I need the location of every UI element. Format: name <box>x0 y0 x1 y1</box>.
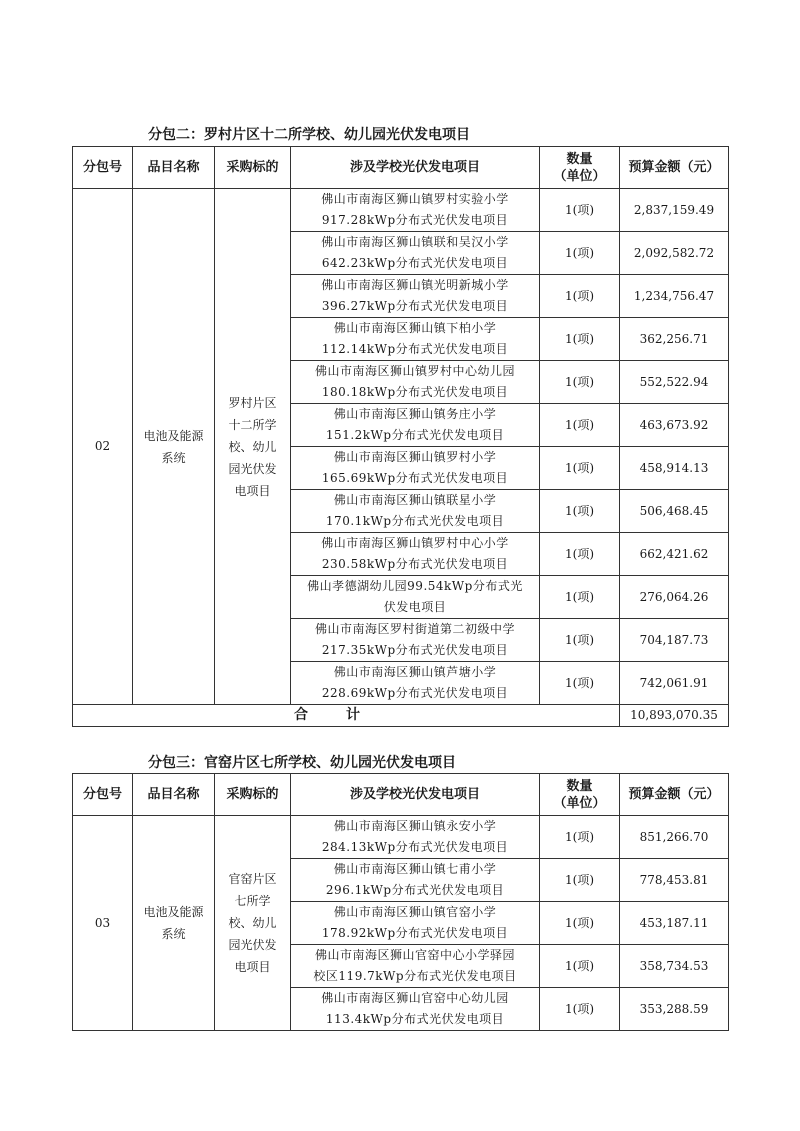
project-name-line2: 228.69kWp分布式光伏发电项目 <box>321 686 509 700</box>
project-name <box>291 232 540 275</box>
project-name-line2: 642.23kWp分布式光伏发电项目 <box>321 256 509 270</box>
project-name <box>291 902 540 945</box>
project-name-line2: 178.92kWp分布式光伏发电项目 <box>321 926 509 940</box>
table-row <box>73 816 729 859</box>
header-item-name: 品目名称 <box>133 147 215 189</box>
quantity: 1(项) <box>540 361 620 404</box>
project-name <box>291 490 540 533</box>
project-name-line1: 佛山市南海区狮山镇罗村实验小学 <box>321 192 509 206</box>
quantity: 1(项) <box>540 232 620 275</box>
project-name <box>291 361 540 404</box>
header-project: 涉及学校光伏发电项目 <box>291 774 540 816</box>
budget-amount: 276,064.26 <box>620 576 729 619</box>
quantity: 1(项) <box>540 988 620 1031</box>
project-name <box>291 404 540 447</box>
project-name-line2: 230.58kWp分布式光伏发电项目 <box>321 557 509 571</box>
header-budget: 预算金额（元） <box>620 147 729 189</box>
project-name-line1: 佛山孝德湖幼儿园99.54kWp分布式光 <box>307 579 523 593</box>
procurement-target-line: 罗村片区 <box>228 395 277 410</box>
procurement-target <box>215 189 291 705</box>
project-name-line1: 佛山市南海区狮山镇罗村中心幼儿园 <box>314 364 515 378</box>
total-label: 合计 <box>73 705 620 727</box>
header-quantity-line2: （单位） <box>553 168 606 184</box>
budget-amount: 2,837,159.49 <box>620 189 729 232</box>
item-name <box>133 189 215 705</box>
project-name-line1: 佛山市南海区罗村街道第二初级中学 <box>314 622 515 636</box>
project-name-line2: 217.35kWp分布式光伏发电项目 <box>321 643 509 657</box>
procurement-target-line: 电项目 <box>234 960 271 974</box>
header-quantity-line1: 数量 <box>566 778 593 794</box>
quantity: 1(项) <box>540 902 620 945</box>
project-name-line1: 佛山市南海区狮山镇七甫小学 <box>333 862 497 876</box>
item-name-line: 电池及能源 <box>143 428 204 443</box>
project-name-line1: 佛山市南海区狮山镇芦塘小学 <box>333 665 497 679</box>
project-name-line2: 296.1kWp分布式光伏发电项目 <box>325 883 505 897</box>
project-name-line1: 佛山市南海区狮山镇务庄小学 <box>333 407 497 421</box>
quantity: 1(项) <box>540 662 620 705</box>
header-quantity-line1: 数量 <box>566 151 593 167</box>
budget-amount: 353,288.59 <box>620 988 729 1031</box>
project-name-line1: 佛山市南海区狮山镇罗村中心小学 <box>321 536 509 550</box>
project-name-line1: 佛山市南海区狮山镇联和吴汉小学 <box>321 235 509 249</box>
quantity: 1(项) <box>540 189 620 232</box>
procurement-target-line: 十二所学 <box>228 417 277 432</box>
procurement-target-line: 园光伏发 <box>228 938 277 952</box>
item-name-line: 系统 <box>161 450 186 465</box>
quantity: 1(项) <box>540 404 620 447</box>
package2-title: 分包二：罗村片区十二所学校、幼儿园光伏发电项目 <box>148 127 470 143</box>
project-name-line2: 伏发电项目 <box>383 600 447 614</box>
project-name <box>291 662 540 705</box>
header-project: 涉及学校光伏发电项目 <box>291 147 540 189</box>
procurement-target-line: 官窑片区 <box>228 872 277 886</box>
procurement-target <box>215 816 291 1031</box>
project-name-line1: 佛山市南海区狮山镇永安小学 <box>333 819 497 833</box>
budget-amount: 458,914.13 <box>620 447 729 490</box>
procurement-target-line: 校、幼儿 <box>228 439 277 454</box>
header-quantity <box>540 147 620 189</box>
project-name-line2: 170.1kWp分布式光伏发电项目 <box>325 514 505 528</box>
project-name-line1: 佛山市南海区狮山镇官窑小学 <box>333 905 497 919</box>
item-name-line: 电池及能源 <box>143 905 204 919</box>
procurement-target-line: 七所学 <box>234 894 271 908</box>
procurement-target-line: 园光伏发 <box>228 461 277 476</box>
budget-amount: 1,234,756.47 <box>620 275 729 318</box>
project-name-line1: 佛山市南海区狮山镇联星小学 <box>333 493 497 507</box>
header-quantity-line2: （单位） <box>553 795 606 811</box>
header-quantity <box>540 774 620 816</box>
project-name-line2: 校区119.7kWp分布式光伏发电项目 <box>313 969 517 983</box>
project-name <box>291 318 540 361</box>
budget-amount: 362,256.71 <box>620 318 729 361</box>
budget-amount: 704,187.73 <box>620 619 729 662</box>
project-name-line1: 佛山市南海区狮山镇罗村小学 <box>333 450 497 464</box>
project-name-line2: 151.2kWp分布式光伏发电项目 <box>325 428 505 442</box>
procurement-target-line: 校、幼儿 <box>228 916 277 930</box>
header-item-name: 品目名称 <box>133 774 215 816</box>
budget-amount: 453,187.11 <box>620 902 729 945</box>
project-name-line1: 佛山市南海区狮山官窑中心幼儿园 <box>321 991 509 1005</box>
budget-amount: 552,522.94 <box>620 361 729 404</box>
package3-title: 分包三：官窑片区七所学校、幼儿园光伏发电项目 <box>148 755 456 771</box>
table-row <box>73 189 729 232</box>
project-name-line1: 佛山市南海区狮山官窑中心小学驿园 <box>314 948 515 962</box>
project-name-line2: 917.28kWp分布式光伏发电项目 <box>321 213 509 227</box>
project-name <box>291 859 540 902</box>
project-name <box>291 988 540 1031</box>
project-name <box>291 619 540 662</box>
budget-amount: 2,092,582.72 <box>620 232 729 275</box>
budget-amount: 463,673.92 <box>620 404 729 447</box>
project-name-line2: 396.27kWp分布式光伏发电项目 <box>321 299 509 313</box>
budget-amount: 506,468.45 <box>620 490 729 533</box>
package3-table <box>72 773 729 1031</box>
budget-amount: 358,734.53 <box>620 945 729 988</box>
header-package-no: 分包号 <box>73 774 133 816</box>
package2-table <box>72 146 729 727</box>
project-name <box>291 816 540 859</box>
project-name <box>291 275 540 318</box>
quantity: 1(项) <box>540 275 620 318</box>
header-package-no: 分包号 <box>73 147 133 189</box>
project-name-line2: 113.4kWp分布式光伏发电项目 <box>325 1012 505 1026</box>
budget-amount: 662,421.62 <box>620 533 729 576</box>
quantity: 1(项) <box>540 576 620 619</box>
package-number: 02 <box>73 189 133 705</box>
item-name-line: 系统 <box>161 927 186 941</box>
budget-amount: 742,061.91 <box>620 662 729 705</box>
project-name-line1: 佛山市南海区狮山镇下柏小学 <box>333 321 497 335</box>
project-name <box>291 189 540 232</box>
project-name-line2: 112.14kWp分布式光伏发电项目 <box>321 342 509 356</box>
quantity: 1(项) <box>540 533 620 576</box>
quantity: 1(项) <box>540 945 620 988</box>
project-name <box>291 533 540 576</box>
budget-amount: 851,266.70 <box>620 816 729 859</box>
project-name <box>291 576 540 619</box>
quantity: 1(项) <box>540 619 620 662</box>
project-name-line2: 180.18kWp分布式光伏发电项目 <box>321 385 509 399</box>
quantity: 1(项) <box>540 447 620 490</box>
budget-amount: 778,453.81 <box>620 859 729 902</box>
item-name <box>133 816 215 1031</box>
project-name-line2: 284.13kWp分布式光伏发电项目 <box>321 840 509 854</box>
procurement-target-line: 电项目 <box>234 483 271 498</box>
header-procurement-target: 采购标的 <box>215 774 291 816</box>
project-name <box>291 447 540 490</box>
total-amount: 10,893,070.35 <box>620 705 729 727</box>
project-name <box>291 945 540 988</box>
project-name-line2: 165.69kWp分布式光伏发电项目 <box>321 471 509 485</box>
project-name-line1: 佛山市南海区狮山镇光明新城小学 <box>321 278 509 292</box>
quantity: 1(项) <box>540 490 620 533</box>
header-procurement-target: 采购标的 <box>215 147 291 189</box>
quantity: 1(项) <box>540 816 620 859</box>
package-number: 03 <box>73 816 133 1031</box>
quantity: 1(项) <box>540 318 620 361</box>
header-budget: 预算金额（元） <box>620 774 729 816</box>
quantity: 1(项) <box>540 859 620 902</box>
